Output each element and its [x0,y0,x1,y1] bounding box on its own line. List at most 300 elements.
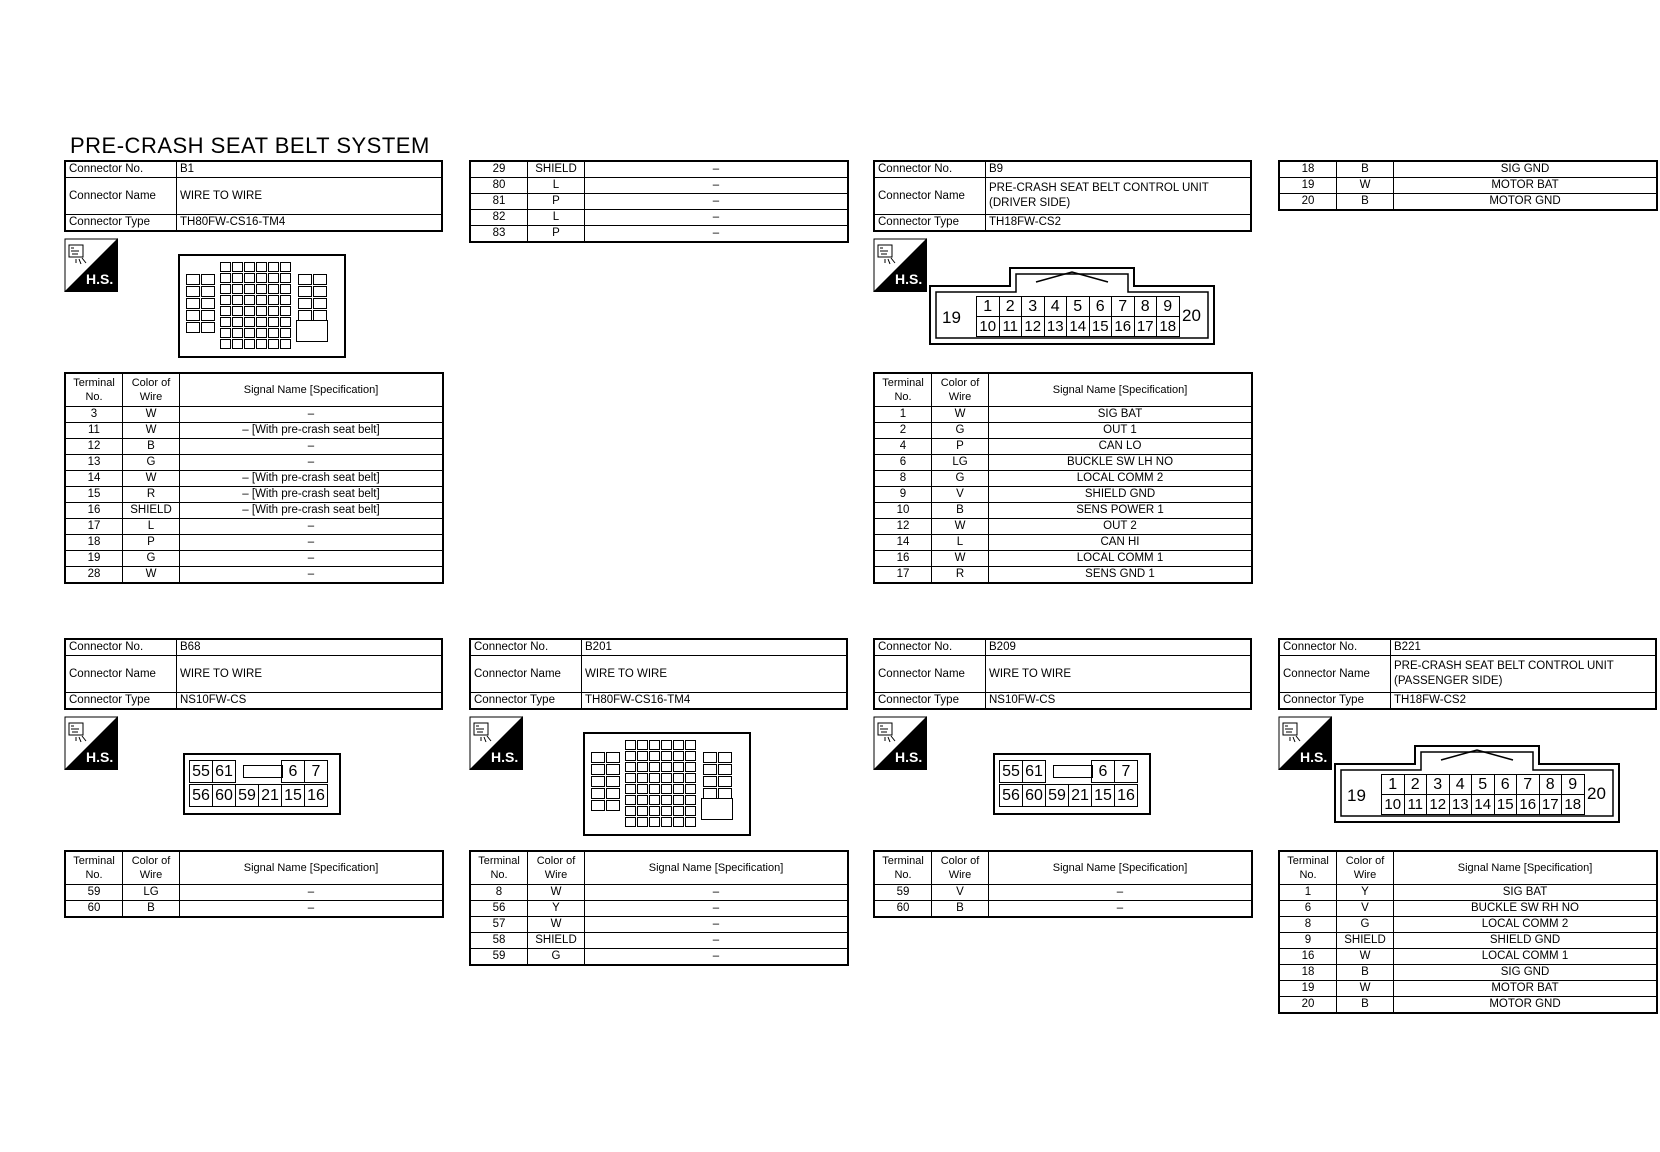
pin-cell: 15 [281,784,305,807]
table-row [874,455,1252,471]
pin-cell [637,817,648,827]
pin-cell: 21 [258,784,282,807]
label-connector-type: Connector Type [874,693,986,710]
pin-cell [673,740,684,750]
signal-name-cell: – [989,885,1253,901]
connector-info-table [873,638,1252,710]
table-row [65,567,443,584]
col-color-of-wire: Color of Wire [528,851,585,885]
page-title: PRE-CRASH SEAT BELT SYSTEM [70,133,430,158]
label-connector-no: Connector No. [470,639,582,656]
pin-cell [649,751,660,761]
signal-name-cell: – [585,194,849,210]
signal-name-cell: – [585,949,849,966]
wire-color-cell: B [1337,965,1394,981]
signal-name-cell: MOTOR BAT [1394,178,1658,194]
hs-label: H.S. [895,271,923,287]
table-row [1279,885,1657,901]
pin-cell: 11 [1404,794,1428,815]
pin-cell [280,328,291,338]
wire-color-cell: SHIELD [528,933,585,949]
table-row [1279,949,1657,965]
pin-cell [186,310,200,321]
pin-cell [718,752,732,763]
pin-cell [661,740,672,750]
table-row [470,226,848,243]
terminal-table [873,850,1253,918]
pin-cell: 5 [1471,774,1495,795]
terminal-table [1278,160,1658,211]
col-color-of-wire: Color of Wire [932,851,989,885]
pin-cell [649,740,660,750]
hs-label: H.S. [895,749,923,765]
signal-name-cell: – [585,178,849,194]
signal-name-cell: – [585,917,849,933]
pin-cell: 14 [1066,316,1090,337]
connector-type-value: TH18FW-CS2 [986,215,1252,232]
signal-name-cell: – [With pre-crash seat belt] [180,471,444,487]
pin-cell [268,295,279,305]
pin-cell [685,795,696,805]
terminal-no-cell: 6 [1279,901,1337,917]
pin-cell: 59 [1045,784,1069,807]
pin-cell [718,776,732,787]
pin-cell [280,306,291,316]
wire-color-cell: LG [932,455,989,471]
signal-name-cell: LOCAL COMM 1 [1394,949,1658,965]
pin-cell: 3 [1021,296,1045,317]
pin-cell: 16 [1111,316,1135,337]
terminal-table [64,372,444,584]
table-row [65,439,443,455]
terminal-no-cell: 14 [874,535,932,551]
wire-color-cell: W [528,885,585,901]
pin-cell [661,751,672,761]
pin-cell [244,262,255,272]
signal-name-cell: – [585,933,849,949]
pin-cell [661,784,672,794]
pin-cell [637,751,648,761]
wire-color-cell: G [123,455,180,471]
signal-name-cell: SIG BAT [1394,885,1658,901]
connector-type-value: TH18FW-CS2 [1391,693,1657,710]
pin-cell [685,817,696,827]
terminal-table [873,372,1253,584]
connector-b68 [64,638,443,710]
pin-cell [649,795,660,805]
connector-info-table [873,160,1252,232]
hs-harness-side-icon [64,716,118,770]
table-row [874,567,1252,584]
connector-no-value: B68 [177,639,443,656]
signal-name-cell: – [585,885,849,901]
pin-cell [268,328,279,338]
pin-cell [637,784,648,794]
table-row [874,503,1252,519]
pin-cell [591,788,605,799]
hs-label: H.S. [1300,749,1328,765]
terminal-no-cell: 8 [874,471,932,487]
pin-cell: 15 [1494,794,1518,815]
col-terminal-no: Terminal No. [874,373,932,407]
pin-cell: 10 [976,316,1000,337]
pin-cell [186,286,200,297]
terminal-no-cell: 12 [65,439,123,455]
label-connector-name: Connector Name [65,178,177,215]
terminal-table-b9 [873,372,1253,584]
pin-cell: 60 [212,784,236,807]
label-connector-type: Connector Type [874,215,986,232]
wire-color-cell: W [1337,981,1394,997]
connector-type-value: TH80FW-CS16-TM4 [582,693,848,710]
pin-cell: 4 [1449,774,1473,795]
pin-cell [606,788,620,799]
pin-cell [220,284,231,294]
terminal-no-cell: 59 [470,949,528,966]
pin-cell [591,752,605,763]
terminal-no-cell: 19 [1279,981,1337,997]
connector-name-value: WIRE TO WIRE [177,656,443,693]
pin-cell [298,274,312,285]
pin-cell [244,306,255,316]
connector-name-value: WIRE TO WIRE [582,656,848,693]
signal-name-cell: BUCKLE SW LH NO [989,455,1253,471]
pin-cell [685,762,696,772]
col-terminal-no: Terminal No. [874,851,932,885]
pin-cell: 7 [1516,774,1540,795]
pin-cell [649,762,660,772]
wire-color-cell: LG [123,885,180,901]
pin-cell [313,274,327,285]
pin-cell [625,784,636,794]
pin-cell: 15 [1091,784,1115,807]
connector-name-value: WIRE TO WIRE [986,656,1252,693]
table-row [470,161,848,178]
label-connector-no: Connector No. [65,639,177,656]
table-row [1279,917,1657,933]
terminal-no-cell: 17 [65,519,123,535]
terminal-table [1278,850,1658,1014]
signal-name-cell: BUCKLE SW RH NO [1394,901,1658,917]
wire-color-cell: W [932,551,989,567]
signal-name-cell: MOTOR BAT [1394,981,1658,997]
pin-cell [232,273,243,283]
signal-name-cell: LOCAL COMM 1 [989,551,1253,567]
pin-cell: 6 [1091,760,1115,783]
connector-b209 [873,638,1252,710]
terminal-no-cell: 9 [874,487,932,503]
pin-cell [244,339,255,349]
label-connector-type: Connector Type [65,693,177,710]
pin-cell [244,317,255,327]
wire-color-cell: L [528,178,585,194]
wire-color-cell: G [1337,917,1394,933]
pin-cell [280,262,291,272]
signal-name-cell: MOTOR GND [1394,997,1658,1014]
wire-color-cell: V [1337,901,1394,917]
pin-cell [243,765,283,778]
pin-cell [703,764,717,775]
pin-cell [313,286,327,297]
label-connector-type: Connector Type [65,215,177,232]
terminal-no-cell: 16 [65,503,123,519]
hs-label: H.S. [491,749,519,765]
pin-cell [649,773,660,783]
terminal-table-b1 [64,372,444,584]
pin-cell [232,306,243,316]
signal-name-cell: SENS POWER 1 [989,503,1253,519]
terminal-no-cell: 6 [874,455,932,471]
pin-cell: 5 [1066,296,1090,317]
table-row [65,423,443,439]
pin-cell: 9 [1156,296,1180,317]
pin-cell [703,752,717,763]
wire-color-cell: G [123,551,180,567]
table-row [874,519,1252,535]
pin-cell [256,339,267,349]
connector-info-table [64,160,443,232]
connector-type-value: TH80FW-CS16-TM4 [177,215,443,232]
pin-cell [625,795,636,805]
pin-cell [244,273,255,283]
signal-name-cell: OUT 1 [989,423,1253,439]
connector-face-b68 [183,753,341,815]
terminal-table-b1-continued [469,160,849,243]
pin-cell: 21 [1068,784,1092,807]
pin-cell [625,740,636,750]
pin-cell: 17 [1134,316,1158,337]
signal-name-cell: – [180,519,444,535]
table-row [874,885,1252,901]
col-signal-name: Signal Name [Specification] [180,851,444,885]
col-color-of-wire: Color of Wire [932,373,989,407]
terminal-no-cell: 20 [1279,194,1337,211]
label-connector-type: Connector Type [1279,693,1391,710]
table-row [65,519,443,535]
pin-cell [244,295,255,305]
pin-cell: 4 [1044,296,1068,317]
pin-cell [256,306,267,316]
signal-name-cell: SHIELD GND [1394,933,1658,949]
pin-cell [673,751,684,761]
terminal-no-cell: 1 [1279,885,1337,901]
label-connector-no: Connector No. [65,161,177,178]
terminal-table [64,850,444,918]
wire-color-cell: W [123,567,180,584]
table-row [470,949,848,966]
connector-b1 [64,160,443,232]
pin-cell [649,784,660,794]
pin-cell: 12 [1426,794,1450,815]
signal-name-cell: – [180,551,444,567]
table-row [874,901,1252,918]
pin-cell [685,806,696,816]
pin-cell [220,317,231,327]
table-row [65,407,443,423]
table-row [1279,981,1657,997]
pin-cell [280,284,291,294]
col-color-of-wire: Color of Wire [1337,851,1394,885]
table-row [470,210,848,226]
connector-name-value: PRE-CRASH SEAT BELT CONTROL UNIT (PASSENGER SIDE) [1391,656,1657,693]
connector-no-value: B221 [1391,639,1657,656]
pin-cell [591,800,605,811]
pin-cell: 16 [1516,794,1540,815]
terminal-no-cell: 10 [874,503,932,519]
terminal-no-cell: 19 [1279,178,1337,194]
label-connector-name: Connector Name [65,656,177,693]
pin-cell [673,817,684,827]
pin-cell [606,764,620,775]
terminal-no-cell: 9 [1279,933,1337,949]
table-row [874,551,1252,567]
signal-name-cell: – [180,407,444,423]
wire-color-cell: V [932,487,989,503]
hs-harness-side-icon [64,238,118,292]
table-row [1279,161,1657,178]
pin-cell [232,284,243,294]
table-row [1279,997,1657,1014]
terminal-no-cell: 19 [65,551,123,567]
wire-color-cell: W [123,423,180,439]
table-row [874,487,1252,503]
pin-cell [701,798,733,820]
signal-name-cell: – [180,439,444,455]
wire-color-cell: P [932,439,989,455]
pin-cell [201,298,215,309]
signal-name-cell: SHIELD GND [989,487,1253,503]
col-signal-name: Signal Name [Specification] [989,851,1253,885]
wire-color-cell: B [1337,194,1394,211]
wire-color-cell: SHIELD [123,503,180,519]
wire-color-cell: L [528,210,585,226]
pin-cell [201,322,215,333]
pin-cell: 61 [212,760,236,783]
connector-no-value: B9 [986,161,1252,178]
col-terminal-no: Terminal No. [65,851,123,885]
connector-face-b209 [993,753,1151,815]
signal-name-cell: – [With pre-crash seat belt] [180,423,444,439]
pin-label: 19 [942,308,961,327]
pin-cell [625,773,636,783]
wire-color-cell: W [932,407,989,423]
col-terminal-no: Terminal No. [470,851,528,885]
pin-cell [625,751,636,761]
table-row [874,423,1252,439]
pin-cell: 17 [1539,794,1563,815]
pin-cell: 8 [1134,296,1158,317]
hs-harness-side-icon [469,716,523,770]
table-row [65,471,443,487]
pin-cell [673,784,684,794]
terminal-no-cell: 59 [874,885,932,901]
wire-color-cell: B [123,439,180,455]
hs-harness-side-icon [873,716,927,770]
pin-cell [268,306,279,316]
signal-name-cell: – [585,161,849,178]
pin-cell: 55 [189,760,213,783]
pin-cell [268,317,279,327]
pin-cell [244,284,255,294]
terminal-no-cell: 16 [1279,949,1337,965]
pin-cell: 56 [999,784,1023,807]
hs-harness-side-icon [1278,716,1332,770]
connector-type-value: NS10FW-CS [986,693,1252,710]
pin-cell [718,764,732,775]
terminal-no-cell: 56 [470,901,528,917]
pin-cell [201,286,215,297]
terminal-table-b9-continued [1278,160,1658,211]
hs-label: H.S. [86,749,114,765]
wire-color-cell: Y [528,901,585,917]
col-signal-name: Signal Name [Specification] [585,851,849,885]
signal-name-cell: – [989,901,1253,918]
pin-label: 19 [1347,786,1366,805]
signal-name-cell: CAN LO [989,439,1253,455]
pin-cell [280,317,291,327]
table-row [874,407,1252,423]
signal-name-cell: – [180,901,444,918]
pin-cell [649,817,660,827]
pin-cell [637,740,648,750]
connector-type-value: NS10FW-CS [177,693,443,710]
terminal-no-cell: 1 [874,407,932,423]
pin-cell [606,776,620,787]
terminal-table-b221 [1278,850,1658,1014]
table-row [65,901,443,918]
table-row [1279,965,1657,981]
pin-cell [661,773,672,783]
connector-no-value: B201 [582,639,848,656]
table-row [1279,933,1657,949]
col-color-of-wire: Color of Wire [123,851,180,885]
col-signal-name: Signal Name [Specification] [989,373,1253,407]
pin-cell: 6 [1494,774,1518,795]
pin-label: 20 [1182,306,1201,325]
pin-cell [186,322,200,333]
pin-cell [220,262,231,272]
pin-cell [244,328,255,338]
pin-cell [661,795,672,805]
wire-color-cell: V [932,885,989,901]
pin-cell [256,295,267,305]
terminal-table-b68 [64,850,444,918]
pin-label: 20 [1587,784,1606,803]
pin-cell [232,262,243,272]
label-connector-name: Connector Name [874,178,986,215]
wire-color-cell: L [932,535,989,551]
pin-cell [232,317,243,327]
connector-info-table [64,638,443,710]
col-signal-name: Signal Name [Specification] [1394,851,1658,885]
pin-cell: 15 [1089,316,1113,337]
pin-cell [661,817,672,827]
pin-cell [298,286,312,297]
table-row [874,471,1252,487]
pin-cell [201,274,215,285]
pin-cell: 1 [1381,774,1405,795]
signal-name-cell: – [585,226,849,243]
wire-color-cell: L [123,519,180,535]
pin-cell: 10 [1381,794,1405,815]
label-connector-no: Connector No. [874,639,986,656]
pin-cell: 60 [1022,784,1046,807]
signal-name-cell: SIG GND [1394,965,1658,981]
pin-cell [637,762,648,772]
pin-cell [220,339,231,349]
table-row [1279,901,1657,917]
label-connector-name: Connector Name [874,656,986,693]
